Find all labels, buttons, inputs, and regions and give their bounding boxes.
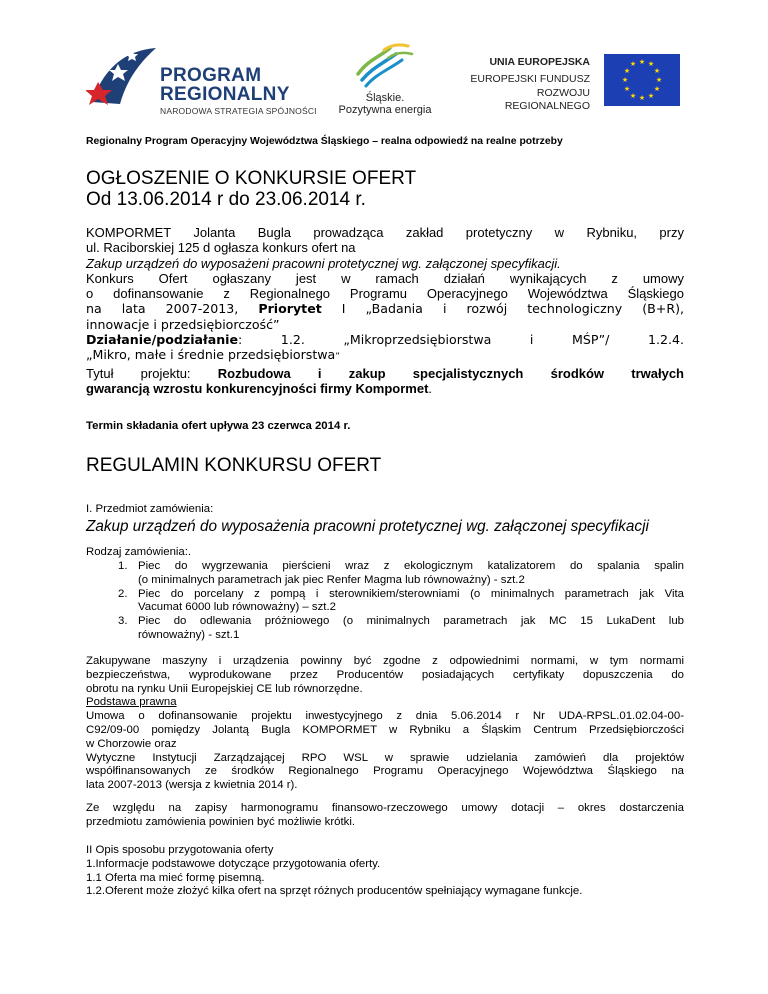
paragraph-line: Wytyczne Instytucji Zarządzającej RPO WSL w sprawie udzielania zamówień dla projektów (86, 751, 684, 764)
section2-line: 1.2.Oferent może złożyć kilka ofert na sprzęt różnych producentów spełniający wymagane funkcje. (86, 885, 583, 898)
legal-basis-label: Podstawa prawna (86, 696, 177, 709)
announcement-title: OGŁOSZENIE O KONKURSIE OFERT (86, 168, 417, 189)
paragraph-line: C92/09-00 pomiędzy Jolantą Bugla KOMPORMET w Rybniku a Śląskim Centrum Przedsiębiorczości (86, 723, 684, 736)
deadline-text: Termin składania ofert upływa 23 czerwca 2014 r. (86, 420, 351, 432)
section2-line: 1.Informacje podstawowe dotyczące przygotowania oferty. (86, 857, 381, 870)
paragraph-line: w Chorzowie oraz (86, 737, 177, 750)
order-item-line: równoważny) - szt.1 (138, 628, 240, 641)
order-item-line: (o minimalnych parametrach jak piec Renfer Magma lub równoważny) - szt.2 (138, 573, 525, 586)
paragraph-line: Ze względu na zapisy harmonogramu finansowo-rzeczowego umowy dotacji – okres dostarczenia (86, 802, 684, 814)
section1-label: I. Przedmiot zamówienia: (86, 503, 214, 515)
announcement-dates: Od 13.06.2014 r do 23.06.2014 r. (86, 189, 366, 210)
project-title-part1: Rozbudowa i zakup specjalistycznych środków trwałych (217, 365, 685, 381)
project-title-label: Tytuł projektu: (86, 365, 218, 381)
intro-line-6 (86, 301, 684, 316)
delivery-paragraph (86, 802, 684, 830)
order-item-2 (86, 588, 684, 616)
slaskie-line1: Śląskie. (365, 92, 405, 104)
svg-text:★: ★ (621, 76, 629, 84)
intro-line-9a: „Mikro, małe i średnie przedsiębiorstwa (86, 347, 336, 363)
order-item-number: 2. (118, 587, 128, 600)
svg-text:★: ★ (638, 94, 646, 102)
standards-paragraph (86, 655, 684, 793)
slaskie-logo (330, 40, 440, 120)
section2-heading: II Opis sposobu przygotowania oferty (86, 844, 274, 856)
priorytet-label: Priorytet (258, 301, 322, 317)
slaskie-waves-icon (354, 40, 414, 88)
svg-text:★: ★ (629, 92, 637, 100)
svg-text:★: ★ (655, 76, 663, 84)
svg-text:★: ★ (653, 67, 661, 75)
program-regionalny-emblem-icon (86, 42, 158, 114)
intro-line-6a: na lata 2007-2013, (86, 301, 259, 317)
intro-line-1: KOMPORMET Jolanta Bugla prowadząca zakład protetyczny w Rybniku, przy (86, 225, 684, 240)
intro-line-10 (86, 366, 684, 381)
svg-text:★: ★ (638, 58, 646, 66)
section2-block (86, 844, 684, 899)
paragraph-line: Umowa o dofinansowanie projektu inwestycyjnego z dnia 5.06.2014 r Nr UDA-RPSL.01.02.04-00- (86, 710, 684, 723)
svg-text:★: ★ (647, 92, 655, 100)
project-title-part2: gwarancją wzrostu konkurencyjności firmy Kompormet (86, 380, 429, 396)
order-item-line: Piec do odlewania próżniowego (o minimalnych parametrach jak MC 15 LukaDent lub (138, 615, 684, 628)
regulamin-title: REGULAMIN KONKURSU OFERT (86, 455, 382, 476)
order-item-1 (86, 560, 684, 588)
intro-line-6c: I „Badania i rozwój technologiczny (B+R), (321, 301, 684, 317)
program-title-line2: REGIONALNY (160, 84, 290, 105)
intro-line-2: ul. Raciborskiej 125 d ogłasza konkurs ofert na (86, 240, 356, 256)
order-item-3 (86, 615, 684, 643)
eu-logo (452, 54, 680, 110)
project-title-end: . (428, 380, 433, 396)
intro-line-3: Zakup urządzeń do wyposażeni pracowni protetycznej wg. załączonej specyfikacji. (86, 255, 561, 271)
intro-block (86, 225, 684, 396)
paragraph-line: Zakupywane maszyny i urządzenia powinny być zgodne z odpowiednimi normami, w tym normami (86, 655, 684, 667)
order-item-number: 3. (118, 615, 128, 628)
paragraph-line: przedmiotu zamówienia powinien być możliwie krótki. (86, 815, 356, 828)
eu-line1: UNIA EUROPEJSKA (489, 56, 590, 68)
svg-text:★: ★ (623, 67, 631, 75)
program-subtitle: NARODOWA STRATEGIA SPÓJNOŚCI (160, 106, 317, 116)
eu-line2: EUROPEJSKI FUNDUSZ (470, 73, 590, 85)
eu-line3: ROZWOJU REGIONALNEGO (504, 87, 590, 112)
intro-line-5: o dofinansowanie z Regionalnego Programu Operacyjnego Województwa Śląskiego (86, 286, 684, 302)
svg-text:★: ★ (653, 85, 661, 93)
order-item-line: Vacumat 6000 lub równoważny) – szt.2 (138, 601, 336, 614)
paragraph-line: bezpieczeństwa, wyprodukowane przez Producentów posiadających certyfikaty dopuszczenia do (86, 668, 684, 681)
svg-text:★: ★ (623, 85, 631, 93)
slaskie-line2: Pozytywna energia (338, 104, 432, 116)
intro-line-8 (86, 332, 684, 347)
dzialanie-label: Działanie/podziałanie (86, 332, 239, 348)
program-title-line1: PROGRAM (160, 65, 262, 86)
order-item-line: Piec do wygrzewania pierścieni wraz z ekologicznym katalizatorem do spalania spalin (138, 560, 684, 572)
section1-subject: Zakup urządzeń do wyposażenia pracowni protetycznej wg. załączonej specyfikacji (86, 518, 649, 535)
intro-line-9 (86, 347, 684, 365)
program-regionalny-logo (86, 42, 326, 122)
svg-text:★: ★ (629, 60, 637, 68)
paragraph-line: współfinansowanych ze środków Regionalnego Programu Operacyjnego Województwa Śląskiego na (86, 765, 684, 778)
paragraph-line: lata 2007-2013 (wersja z kwietnia 2014 r). (86, 779, 298, 792)
section2-line: 1.1 Oferta ma mieć formę pisemną. (86, 871, 265, 884)
intro-line-8b: : 1.2. „Mikroprzedsiębiorstwa i MŚP”/ 1.2.4. (238, 332, 684, 348)
intro-line-4: Konkurs Ofert ogłaszany jest w ramach działań wynikających z umowy (86, 270, 684, 286)
svg-text:★: ★ (647, 60, 655, 68)
header-line: Regionalny Program Operacyjny Województwa Śląskiego – realna odpowiedź na realne potrzeby (86, 136, 563, 147)
intro-line-9-end: ” (335, 352, 340, 363)
order-items-list (86, 560, 684, 643)
paragraph-line: obrotu na rynku Unii Europejskiej CE lub równorzędne. (86, 682, 363, 695)
eu-flag-icon (604, 54, 680, 106)
order-item-number: 1. (118, 560, 128, 572)
order-item-line: Piec do porcelany z pompą i sterownikiem/sterowniami (o minimalnych parametrach jak Vita (138, 587, 684, 600)
order-type-label: Rodzaj zamówienia:. (86, 546, 192, 558)
intro-line-7: innowacje i przedsiębiorczość” (86, 316, 280, 332)
intro-line-11 (86, 381, 684, 396)
